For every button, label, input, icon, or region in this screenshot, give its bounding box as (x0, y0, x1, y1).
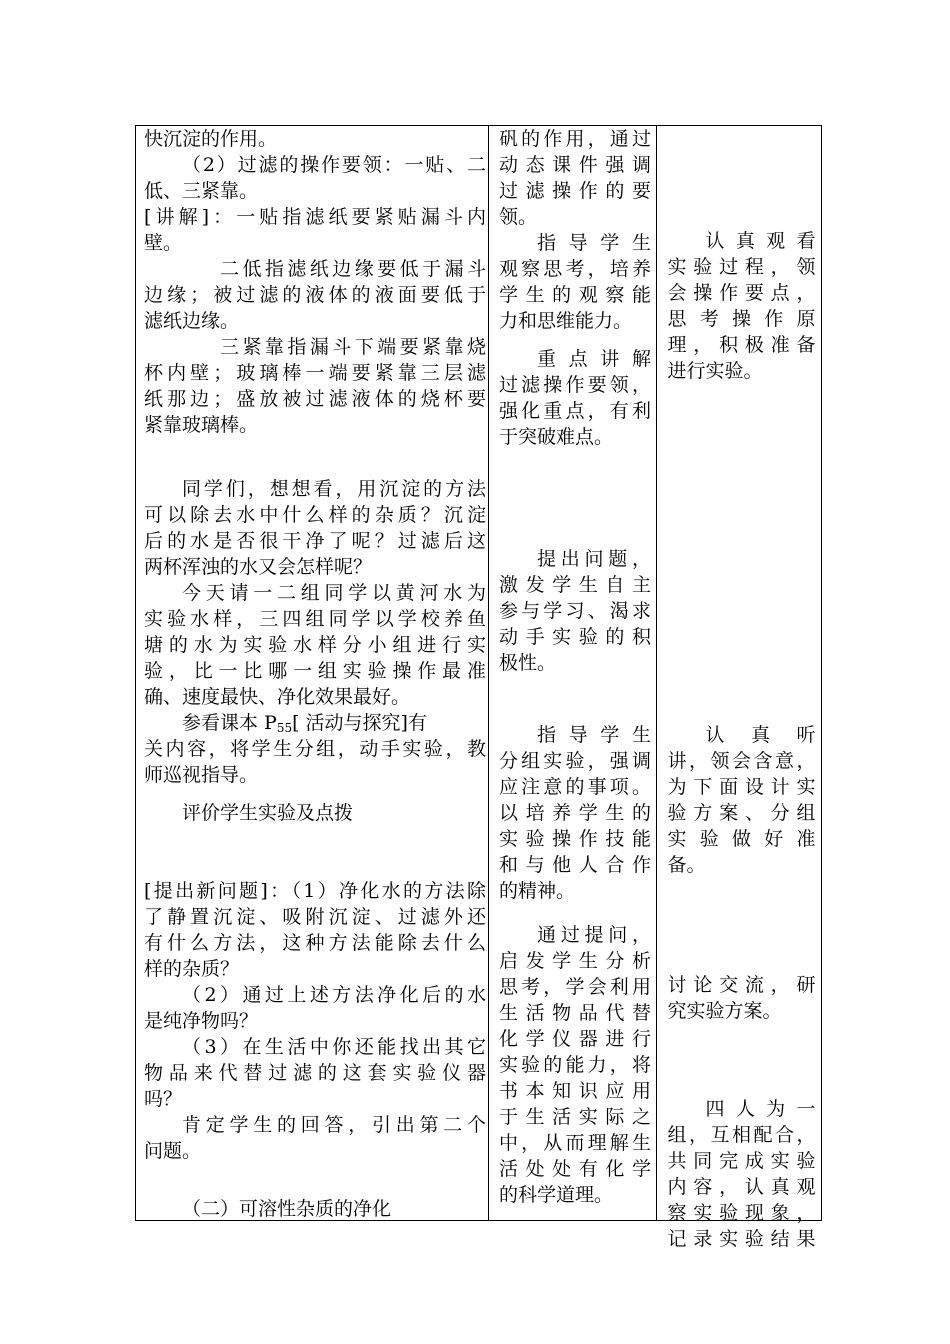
text-line (499, 922, 651, 948)
text-line (499, 1104, 651, 1130)
line-text: 共同完成实验 (667, 1150, 816, 1172)
line-text: 进行实验。 (667, 360, 763, 382)
line-text: 理，积极准备 (667, 334, 816, 356)
line-text: 塘的水为实验水样分小组进行实 (144, 634, 486, 656)
line-text: 以培养学生的 (498, 802, 651, 824)
text-line (144, 762, 486, 788)
text-line (144, 800, 486, 826)
text-line (144, 126, 486, 152)
text-block (499, 346, 651, 450)
line-text: 重点讲解 (536, 348, 651, 370)
text-line (499, 572, 651, 598)
text-line (499, 852, 651, 878)
line-text: 问题。 (144, 1140, 202, 1162)
text-line (144, 178, 486, 204)
line-text: 指导学生 (536, 232, 651, 254)
line-text: 同学们，想想看，用沉淀的方法 (182, 478, 486, 500)
text-line (667, 1148, 815, 1174)
line-text: 究实验方案。 (667, 1000, 782, 1022)
text-block (499, 922, 651, 1208)
line-text: 实验的能力，将 (498, 1054, 651, 1076)
text-line (499, 424, 651, 450)
line-text: 矾的作用，通过 (498, 128, 651, 150)
line-text: 参看课本 P (182, 712, 277, 734)
line-text: 讲，领会含意， (667, 750, 816, 772)
text-line (499, 1052, 651, 1078)
text-line (499, 152, 651, 178)
text-block (144, 1196, 486, 1222)
line-text: （3）在生活中你还能找出其它 (182, 1036, 486, 1058)
text-line (499, 748, 651, 774)
line-text: （2）过滤的操作要领：一贴、二 (182, 154, 486, 176)
line-text: 观察思考，培养 (498, 258, 651, 280)
text-line (499, 722, 651, 748)
text-line (144, 386, 486, 412)
line-text: 指导学生 (536, 724, 651, 746)
line-text: 评价学生实验及点拨 (182, 802, 354, 824)
line-text: 书本知识应用 (498, 1080, 651, 1102)
text-line (667, 332, 815, 358)
text-line (144, 736, 486, 762)
text-line (499, 1026, 651, 1052)
line-text: 是纯净物吗？ (144, 1010, 259, 1032)
student-activity-column (657, 126, 821, 1250)
line-text-after: [ 活动与探究]有 (292, 712, 427, 734)
line-text: 过滤操作要领， (498, 374, 651, 396)
text-line (667, 228, 815, 254)
line-text: 思考操作原 (667, 308, 816, 330)
line-text: 关内容，将学生分组，动手实验，教 (144, 738, 486, 760)
text-line (144, 1138, 486, 1164)
text-line (667, 998, 815, 1024)
text-line (499, 650, 651, 676)
teacher-activity-column (136, 126, 489, 1220)
line-text: 中，从而理解生 (498, 1132, 651, 1154)
text-block (667, 228, 815, 384)
text-line (499, 308, 651, 334)
text-line (144, 204, 486, 230)
text-line (667, 306, 815, 332)
text-line (499, 230, 651, 256)
line-text: 紧靠玻璃棒。 (144, 414, 259, 436)
line-text: 会操作要点， (667, 282, 816, 304)
text-block (667, 1096, 815, 1252)
text-line (499, 546, 651, 572)
line-text: 和与他人合作 (498, 854, 651, 876)
line-text: 物品来代替过滤的这套实验仪器 (144, 1062, 486, 1084)
line-text: 记录实验结果 (667, 1228, 816, 1250)
line-text: 动态课件强调 (498, 154, 651, 176)
text-line (499, 178, 651, 204)
line-text: 认真观看 (705, 230, 816, 252)
text-line (499, 372, 651, 398)
text-line (499, 624, 651, 650)
text-line (667, 1122, 815, 1148)
text-line (667, 1174, 815, 1200)
line-text: 实验操作技能 (498, 828, 651, 850)
text-line (667, 852, 815, 878)
text-line (667, 972, 815, 998)
line-text: 为下面设计实 (667, 776, 816, 798)
line-text: 极性。 (498, 652, 556, 674)
text-line (144, 360, 486, 386)
text-line (144, 904, 486, 930)
text-line (667, 1096, 815, 1122)
text-line (499, 598, 651, 624)
line-text: 两杯浑浊的水又会怎样呢？ (144, 556, 373, 578)
text-line (667, 254, 815, 280)
line-text: 验，比一比哪一组实验操作最准 (144, 660, 486, 682)
line-text: 二低指滤纸边缘要低于漏斗 (220, 258, 486, 280)
line-text: 的科学道理。 (498, 1184, 613, 1206)
text-line (499, 1130, 651, 1156)
text-line (499, 1182, 651, 1208)
text-block (144, 476, 486, 710)
text-line (144, 1060, 486, 1086)
line-text: 备。 (667, 854, 706, 876)
text-line (499, 204, 651, 230)
text-line (144, 632, 486, 658)
text-line (144, 334, 486, 360)
line-text: 杯内壁；玻璃棒一端要紧靠三层滤 (144, 362, 486, 384)
line-text: 四人为一 (705, 1098, 816, 1120)
text-line (499, 878, 651, 904)
line-text: 壁。 (144, 232, 183, 254)
text-line (144, 554, 486, 580)
text-line (667, 800, 815, 826)
line-text: 生活物品代替 (498, 1002, 651, 1024)
line-text: 力和思维能力。 (498, 310, 632, 332)
text-block (499, 126, 651, 334)
line-text: 实验过程，领 (667, 256, 816, 278)
line-text: 样的杂质？ (144, 958, 240, 980)
line-text: 讨论交流，研 (667, 974, 816, 996)
line-text: [提出新问题]：（1）净化水的方法除 (144, 880, 486, 902)
lesson-plan-table (135, 125, 822, 1250)
line-text: 肯定学生的回答，引出第二个 (182, 1114, 486, 1136)
design-intent-column (489, 126, 658, 1220)
line-text: 提出问题， (536, 548, 651, 570)
line-text: 快沉淀的作用。 (144, 128, 278, 150)
line-text: 领。 (498, 206, 537, 228)
text-line (667, 748, 815, 774)
line-text: 确、速度最快、净化效果最好。 (144, 686, 411, 708)
line-text: 强化重点，有利 (498, 400, 651, 422)
text-line (144, 152, 486, 178)
text-line (144, 502, 486, 528)
text-line (144, 606, 486, 632)
line-text: 化学仪器进行 (498, 1028, 651, 1050)
text-block (667, 722, 815, 878)
text-line (144, 528, 486, 554)
line-text: 低、三紧靠。 (144, 180, 259, 202)
text-line (144, 956, 486, 982)
text-line (144, 1112, 486, 1138)
line-text: （二）可溶性杂质的净化 (182, 1198, 392, 1220)
line-text: 实验水样，三四组同学以学校养鱼 (144, 608, 486, 630)
text-line (144, 1086, 486, 1112)
text-line (144, 256, 486, 282)
text-line (499, 774, 651, 800)
text-line (499, 346, 651, 372)
text-line (144, 580, 486, 606)
line-text: 吗？ (144, 1088, 183, 1110)
text-line (499, 256, 651, 282)
text-line (667, 774, 815, 800)
text-line (144, 1034, 486, 1060)
text-block (499, 722, 651, 904)
line-text: 今天请一二组同学以黄河水为 (182, 582, 486, 604)
line-text: 边缘；被过滤的液体的液面要低于 (144, 284, 486, 306)
text-line (144, 658, 486, 684)
text-line (144, 476, 486, 502)
line-text: 参与学习、渴求 (498, 600, 651, 622)
line-text: 纸那边；盛放被过滤液体的烧杯要 (144, 388, 486, 410)
text-line (667, 1226, 815, 1252)
text-line (144, 308, 486, 334)
line-text: 实验做好准 (667, 828, 816, 850)
line-text: 过滤操作的要 (498, 180, 651, 202)
line-text: 的精神。 (498, 880, 575, 902)
line-text: 活处处有化学 (498, 1158, 651, 1180)
text-line (667, 1200, 815, 1226)
text-line (144, 710, 486, 736)
text-line (144, 1008, 486, 1034)
line-text: 启发学生分析 (498, 950, 651, 972)
text-line (144, 930, 486, 956)
line-text: 认真听 (705, 724, 816, 746)
line-text: 激发学生自主 (498, 574, 651, 596)
line-text: 三紧靠指漏斗下端要紧靠烧 (220, 336, 486, 358)
text-line (499, 398, 651, 424)
line-text: 了静置沉淀、吸附沉淀、过滤外还 (144, 906, 486, 928)
text-line (144, 878, 486, 904)
line-text: 应注意的事项。 (498, 776, 651, 798)
text-line (499, 826, 651, 852)
line-text: 内容，认真观 (667, 1176, 816, 1198)
text-block (144, 126, 486, 438)
text-line (499, 1000, 651, 1026)
text-line (144, 684, 486, 710)
line-text: 验方案、分组 (667, 802, 816, 824)
text-line (144, 282, 486, 308)
text-line (667, 280, 815, 306)
text-line (144, 230, 486, 256)
line-text: 有什么方法，这种方法能除去什么 (144, 932, 486, 954)
line-text: 滤纸边缘。 (144, 310, 240, 332)
line-text: 后的水是否很干净了呢？过滤后这 (144, 530, 486, 552)
text-line (667, 722, 815, 748)
text-line (144, 982, 486, 1008)
text-line (499, 948, 651, 974)
text-line (499, 1078, 651, 1104)
text-block (144, 878, 486, 1164)
text-block (667, 972, 815, 1024)
line-text: 察实验现象， (667, 1202, 816, 1224)
line-text: 组，互相配合， (667, 1124, 816, 1146)
text-line (144, 412, 486, 438)
text-line (667, 826, 815, 852)
line-text: （2）通过上述方法净化后的水 (182, 984, 486, 1006)
text-line (499, 974, 651, 1000)
line-text: [讲解]：一贴指滤纸要紧贴漏斗内 (144, 206, 486, 228)
line-text: 师巡视指导。 (144, 764, 259, 786)
line-text: 学生的观察能 (498, 284, 651, 306)
text-line (499, 1156, 651, 1182)
text-block (144, 800, 486, 826)
text-line (499, 800, 651, 826)
text-block (499, 546, 651, 676)
line-text: 于生活实际之 (498, 1106, 651, 1128)
line-text: 通过提问， (536, 924, 651, 946)
line-text: 动手实验的积 (498, 626, 651, 648)
line-text: 可以除去水中什么样的杂质？沉淀 (144, 504, 486, 526)
text-line (499, 282, 651, 308)
line-text: 分组实验，强调 (498, 750, 651, 772)
page-subscript: 55 (276, 721, 293, 735)
line-text: 于突破难点。 (498, 426, 613, 448)
text-line (667, 358, 815, 384)
line-text: 思考，学会利用 (498, 976, 651, 998)
text-line (144, 1196, 486, 1222)
text-line (499, 126, 651, 152)
text-block (144, 710, 486, 788)
